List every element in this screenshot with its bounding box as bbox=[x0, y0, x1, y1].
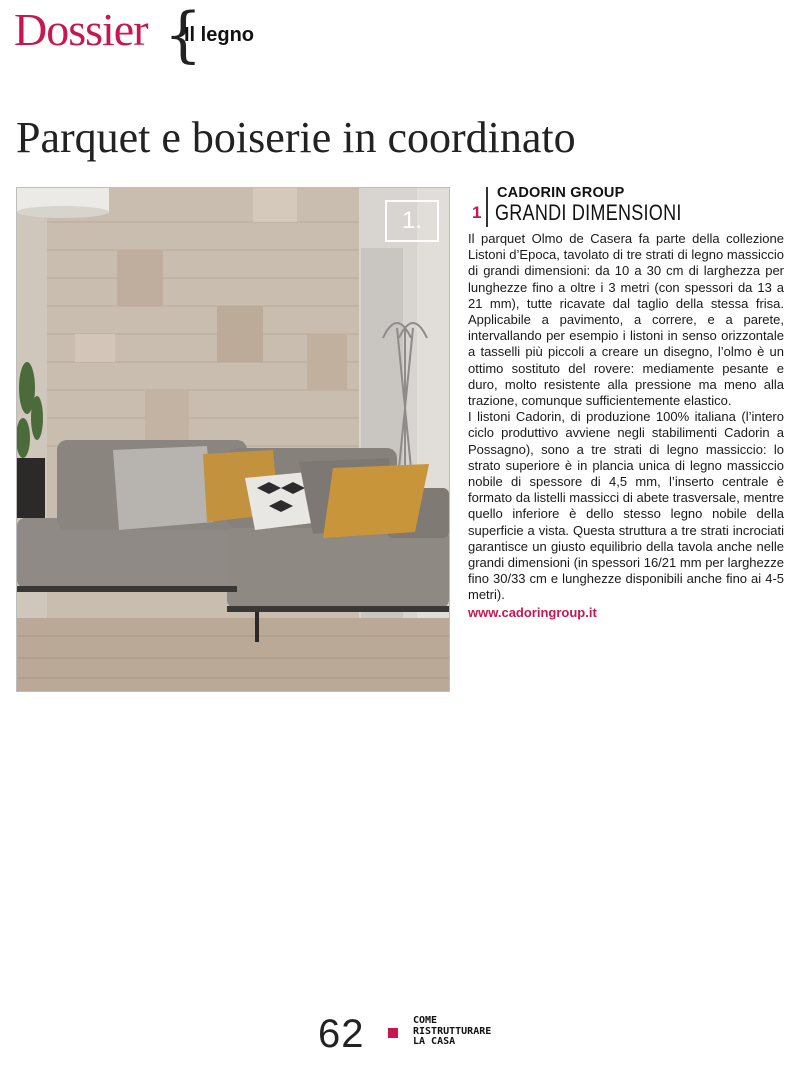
page-number: 62 bbox=[318, 1012, 365, 1056]
magazine-line: RISTRUTTURARE bbox=[413, 1025, 492, 1037]
section-topic: Il legno bbox=[184, 24, 254, 46]
article-column bbox=[468, 185, 784, 622]
dossier-header bbox=[14, 0, 314, 70]
page-title: Parquet e boiserie in coordinato bbox=[16, 113, 576, 162]
magazine-line: COME bbox=[413, 1015, 438, 1026]
magazine-square-icon bbox=[388, 1028, 398, 1038]
article-paragraph-2: I listoni Cadorin, di produzione 100% italiana (l’intero ciclo produttivo avviene negli stabilimenti Cadorin a Possagno), sono a tre strati di legno massiccio: lo strato superiore è in plancia unica di legno massiccio nobile di spessore di 4,5 mm, l’inserto centrale è formato da listelli massicci di abete trasversale, mentre quello inferiore è dello stesso legno nobile della superficie a vista. Questa struttura a tre strati incrociati garantisce un giusto equilibrio della tavola anche nelle grandi dimensioni (in spessori 16/21 mm per larghezze fino 30/33 cm e lunghezze disponibili anche fino ai 4-5 metri). bbox=[468, 409, 784, 603]
website-link[interactable]: www.cadoringroup.it bbox=[468, 604, 597, 620]
article-body bbox=[468, 231, 784, 604]
page-footer bbox=[318, 1012, 578, 1056]
article-number: 1 bbox=[472, 203, 482, 222]
article-headline: GRANDI DIMENSIONI bbox=[495, 200, 682, 225]
header-brace: { bbox=[164, 0, 203, 70]
photo-number-badge: 1. bbox=[385, 200, 439, 242]
heading-divider bbox=[486, 187, 488, 227]
magazine-line: LA CASA bbox=[413, 1036, 456, 1047]
article-paragraph-1: Il parquet Olmo de Casera fa parte della collezione Listoni d’Epoca, tavolato di tre strati di legno massiccio di grandi dimensioni: da 10 a 30 cm di larghezza per lunghezze fino a oltre i 3 metri (con spessori da 13 a 21 mm), tutte ricavate dal taglio della stessa frisa. Applicabile a pavimento, a correre, e a parete, intervallando per esempio i listoni in senso orizzontale a tasselli più piccoli a creare un disegno, l’olmo è un ottimo sostituto del rovere: mediamente pesante e duro, molto resistente alla pressione ma meno alla trazione, comunque sufficientemente elastico. bbox=[468, 231, 784, 409]
living-room-photo bbox=[16, 187, 450, 692]
article-heading bbox=[468, 185, 784, 231]
company-name: CADORIN GROUP bbox=[497, 185, 625, 201]
dossier-label: Dossier bbox=[14, 4, 148, 55]
magazine-name bbox=[413, 1016, 491, 1048]
